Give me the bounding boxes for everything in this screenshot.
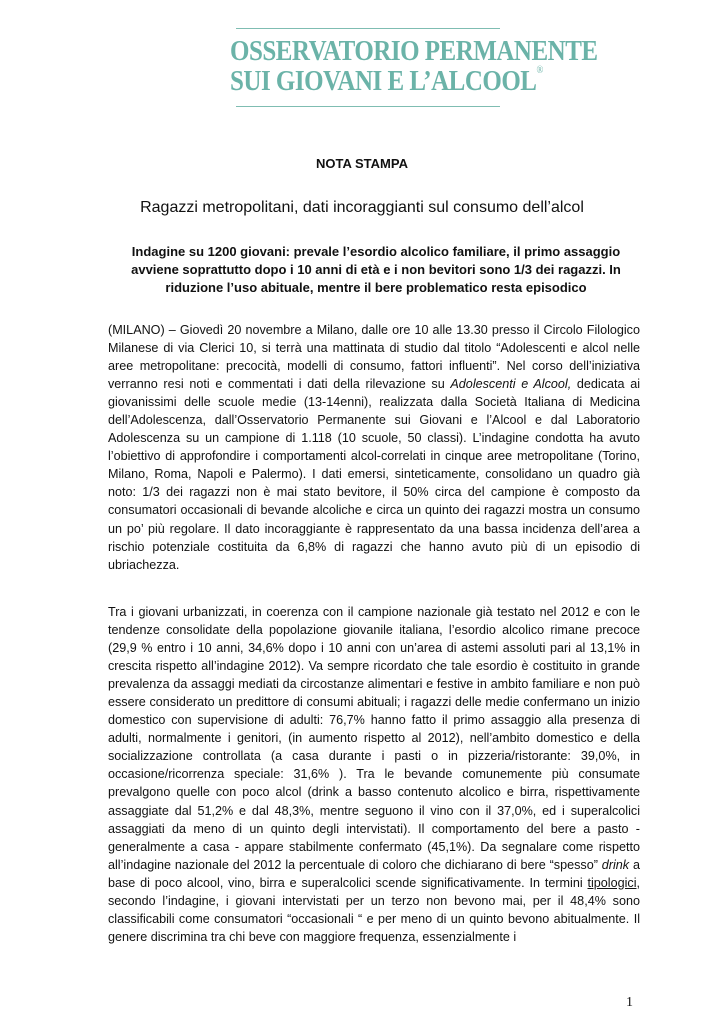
paragraph-1-text-b: dedicata ai giovanissimi delle scuole medie (13-14enni), realizzata dalla Società Italiana di Medicina dell’Adolescenza, dall’Osservatorio Permanente sui Giovani e l’Alcool e dal Laboratorio Adolescenza su un campione di 1.118 (10 scuole, 50 classi). L’indagine condotta ha avuto l’obiettivo di approfondire i comportamenti alcol-correlati in cinque aree metropolitane (Torino, Milano, Roma, Napoli e Palermo). I dati emersi, sinteticamente, consolidano un quadro già noto: 1/3 dei ragazzi non è mai stato bevitore, il 50% circa del campione è composto da consumatori occasionali di bevande alcoliche e circa un quinto dei ragazzi mostra un consumo un po’ più regolare. Il dato incoraggiante è rappresentato da una bassa incidenza dell’area a rischio potenziale costituita da 6,8% di ragazzi che hanno avuto più di un episodio di ubriachezza. (108, 377, 640, 572)
paragraph-2-text-a: Tra i giovani urbanizzati, in coerenza con il campione nazionale già testato nel 2012 e con le tendenze consolidate della popolazione giovanile italiana, l’esordio alcolico rimane precoce (29,9 % entro i 10 anni, 34,6% dopo i 10 anni con un’area di astemi assoluti pari al 13,1% in crescita rispetto all’indagine 2012). Va sempre ricordato che tale esordio è costituito in grande prevalenza da assaggi mediati da circostanze alimentari e festive in ambito familiare e non può essere considerato un predittore di consumi abituali; i ragazzi delle medie confermano un inizio domestico con supervisione di adulti: 76,7% hanno fatto il primo assaggio alla presenza di adulti, normalmente i genitori, (in aumento rispetto al 2012), nell’ambito domestico e della socializzazione controllata (a casa durante i pasti o in pizzeria/ristorante: 39,0%, in occasione/ricorrenza speciale: 31,6% ). Tra le bevande comunemente più consumate prevalgono quelle con poco alcol (drink a basso contenuto alcolico e birra, rispettivamente assaggiate dal 51,2% e dal 48,3%, mentre seguono il vino con il 37,0%, ed i superalcolici assaggiati da meno di un quinto degli intervistati). Il comportamento del bere a pasto - generalmente a casa - appare stabilmente confermato (45,1%). Da segnalare come rispetto all’indagine nazionale del 2012 la percentuale di coloro che dichiarano di bere “spesso” (108, 605, 640, 872)
tipologici-underlined: tipologici (587, 875, 637, 890)
page-number: 1 (626, 995, 633, 1010)
logo-top-rule (236, 28, 500, 29)
drink-emphasis: drink (601, 857, 630, 872)
logo (230, 22, 598, 112)
paragraph-2 (108, 603, 640, 946)
press-note-label: NOTA STAMPA (316, 156, 408, 171)
paragraph-2-text-c: , secondo l’indagine, i giovani intervistati per un terzo non bevono mai, per il 48,4% sono classificabili come consumatori “occasionali “ e per meno di un quinto bevono abitualmente. Il genere discrimina tra chi beve con maggiore frequenza, essenzialmente i (108, 875, 640, 944)
survey-title-emphasis: Adolescenti e Alcool, (450, 377, 572, 392)
paragraph-1 (108, 321, 640, 574)
registered-mark: ® (536, 63, 543, 76)
logo-line-2 (230, 63, 543, 98)
document-subtitle: Indagine su 1200 giovani: prevale l’esordio alcolico familiare, il primo assaggio avviene soprattutto dopo i 10 anni di età e i non bevitori sono 1/3 dei ragazzi. In riduzione l’uso abituale, mentre il bere problematico resta episodico (131, 244, 621, 295)
logo-bottom-rule (236, 106, 500, 107)
document-title: Ragazzi metropolitani, dati incoraggianti sul consumo dell’alcol (140, 199, 584, 216)
logo-line-1: OSSERVATORIO PERMANENTE (230, 35, 598, 67)
logo-line-2-text: SUI GIOVANI E L’ALCOOL (230, 65, 537, 97)
paragraph-1-text-a: (MILANO) – Giovedì 20 novembre a Milano, dalle ore 10 alle 13.30 presso il Circolo Filologico Milanese di via Clerici 10, si terrà una mattinata di studio dal titolo “Adolescenti e alcol nelle aree metropolitane: precocità, modelli di consumo, fattori influenti”. Nel corso dell’iniziativa verranno resi noti e commentati i dati della rilevazione su (108, 323, 640, 392)
paragraph-2-text-b: a base di poco alcool, vino, birra e superalcolici scende significativamente. In termini (108, 857, 640, 890)
